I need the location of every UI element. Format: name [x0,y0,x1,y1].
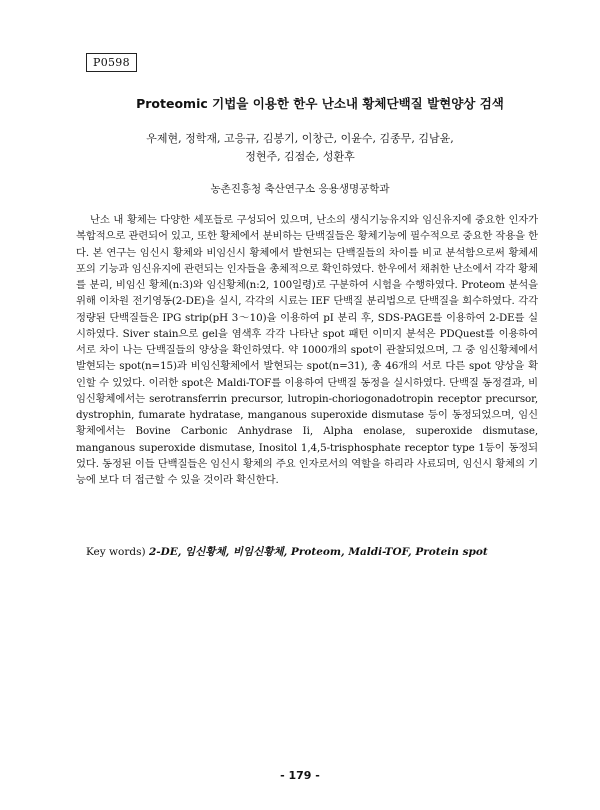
abstract-code: P0598 [93,56,130,69]
page-number: - 179 - [280,769,320,782]
affiliation: 농촌진흥청 축산연구소 응용생명공학과 [210,183,390,195]
keywords-list: 2-DE, 임신황체, 비임신황체, Proteom, Maldi-TOF, Protein spot [148,546,488,558]
keywords-label: Key words) [86,546,146,558]
abstract-body: 난소 내 황체는 다양한 세포들로 구성되어 있으며, 난소의 생식기능유지와 임신유지에 중요한 인자가 복합적으로 관련되어 있고, 또한 황체에서 분비하는 단백질들은 황체기능에 필수적으로 중요한 작용을 한다. 본 연구는 임신시 황체와 비임신시 황체에서 발현되는 단백질들의 차이를 비교 분석함으로써 황체세포의 기능과 임신유지에 관련되는 인자들을 총체적으로 확인하였다. 한우에서 채취한 난소에서 각각 황체를 분리, 비임신 황체(n:3)와 임신황체(n:2, 100일령)로 구분하여 시험을 수행하였다. Proteom 분석을 위해 이차원 전기영동(2-DE)을 실시, 각각의 시료는 IEF 단백질 분리법으로 단백질을 회수하였다. 각각 정량된 단백질들은 IPG strip(pH 3～10)을 이용하여 pI 분리 후, SDS-PAGE를 이용하여 2-DE를 실시하였다. Siver stain으로 gel을 염색후 각각 나타난 spot 패턴 이미지 분석은 PDQuest를 이용하여 서로 차이 나는 단백질들의 양상을 확인하였다. 약 1000개의 spot이 관찰되었으며, 그 중 임신황체에서 발현되는 spot(n=15)과 비임신황체에서 발현되는 spot(n=31), 총 46개의 서로 다른 spot 양상을 확인할 수 있었다. 이러한 spot은 Maldi-TOF를 이용하여 단백질 동정을 실시하였다. 단백질 동정결과, 비임신황체에서는 serotransferrin precursor, lutropin-choriogonadotropin receptor precursor, dystrophin, fumarate hydratase, manganous superoxide dismutase 등이 동정되었으며, 임신황체에서는 Bovine Carbonic Anhydrase Ii, Alpha enolase, superoxide dismutase, manganous superoxide dismutase, Inositol 1,4,5-trisphosphate receptor type 1등이 동정되었다. 동정된 이들 단백질들은 임신시 황체의 주요 인자로서의 역할을 하리라 사료되며, 임신시 황체의 기능에 보다 더 접근할 수 있을 것이라 확신한다. [76,214,538,486]
keywords [86,544,488,560]
abstract-code-box [86,53,137,72]
author-line-1: 우제현, 정학재, 고응규, 김봉기, 이창근, 이윤수, 김종무, 김남윤, [146,132,454,145]
paper-title: Proteomic 기법을 이용한 한우 난소내 황체단백질 발현양상 검색 [136,96,504,111]
author-line-2: 정현주, 김점순, 성환후 [245,150,355,163]
author-list [0,130,600,166]
